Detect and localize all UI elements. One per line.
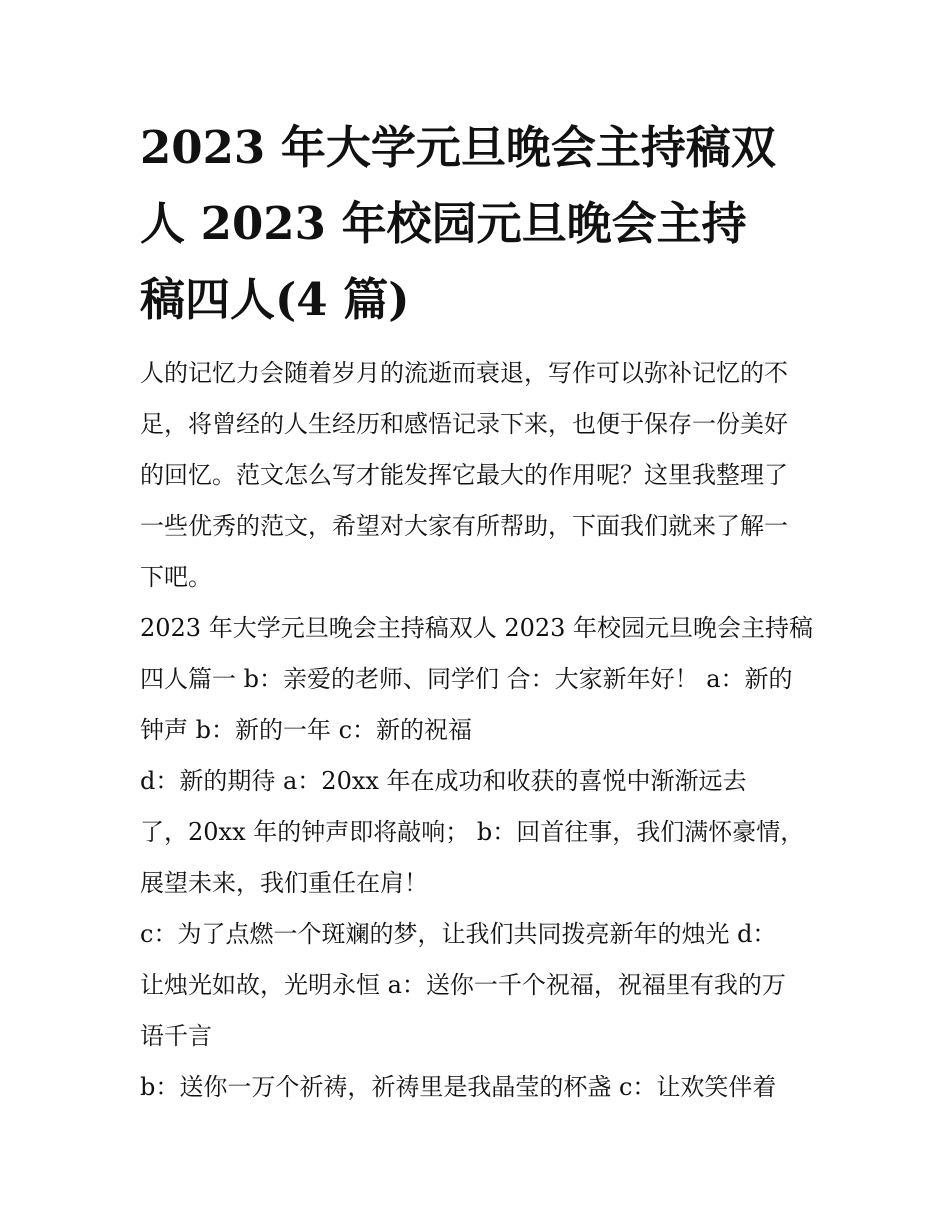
body-line: 语千言 <box>140 1022 212 1050</box>
body-line: 一些优秀的范文，希望对大家有所帮助，下面我们就来了解一 <box>140 512 788 540</box>
body-line: 人的记忆力会随着岁月的流逝而衰退，写作可以弥补记忆的不 <box>140 359 788 387</box>
body-line: 四人篇一 b：亲爱的老师、同学们 合：大家新年好！ a：新的 <box>140 665 793 693</box>
document-body <box>140 348 812 1113</box>
body-line: c：为了点燃一个斑斓的梦，让我们共同拨亮新年的烛光 d： <box>140 920 777 948</box>
body-line: 让烛光如故，光明永恒 a：送你一千个祝福，祝福里有我的万 <box>140 971 786 999</box>
title-line-2: 人 2023 年校园元旦晚会主持 <box>140 197 747 250</box>
body-line: 了，20xx 年的钟声即将敲响； b：回首往事，我们满怀豪情， <box>140 818 805 846</box>
body-line: 下吧。 <box>140 563 212 591</box>
title-line-1: 2023 年大学元旦晚会主持稿双 <box>140 121 776 174</box>
body-line: 的回忆。范文怎么写才能发挥它最大的作用呢？这里我整理了 <box>140 461 788 489</box>
body-line: 2023 年大学元旦晚会主持稿双人 2023 年校园元旦晚会主持稿 <box>140 614 814 642</box>
document-title <box>140 110 812 338</box>
body-line: 展望未来，我们重任在肩！ <box>140 869 428 897</box>
document-page <box>140 110 812 1113</box>
body-line: 钟声 b：新的一年 c：新的祝福 <box>140 716 473 744</box>
body-line: 足，将曾经的人生经历和感悟记录下来，也便于保存一份美好 <box>140 410 788 438</box>
body-line: d：新的期待 a：20xx 年在成功和收获的喜悦中渐渐远去 <box>140 767 747 795</box>
body-line: b：送你一万个祈祷，祈祷里是我晶莹的杯盏 c：让欢笑伴着 <box>140 1073 777 1101</box>
title-line-3: 稿四人(4 篇) <box>140 273 410 326</box>
